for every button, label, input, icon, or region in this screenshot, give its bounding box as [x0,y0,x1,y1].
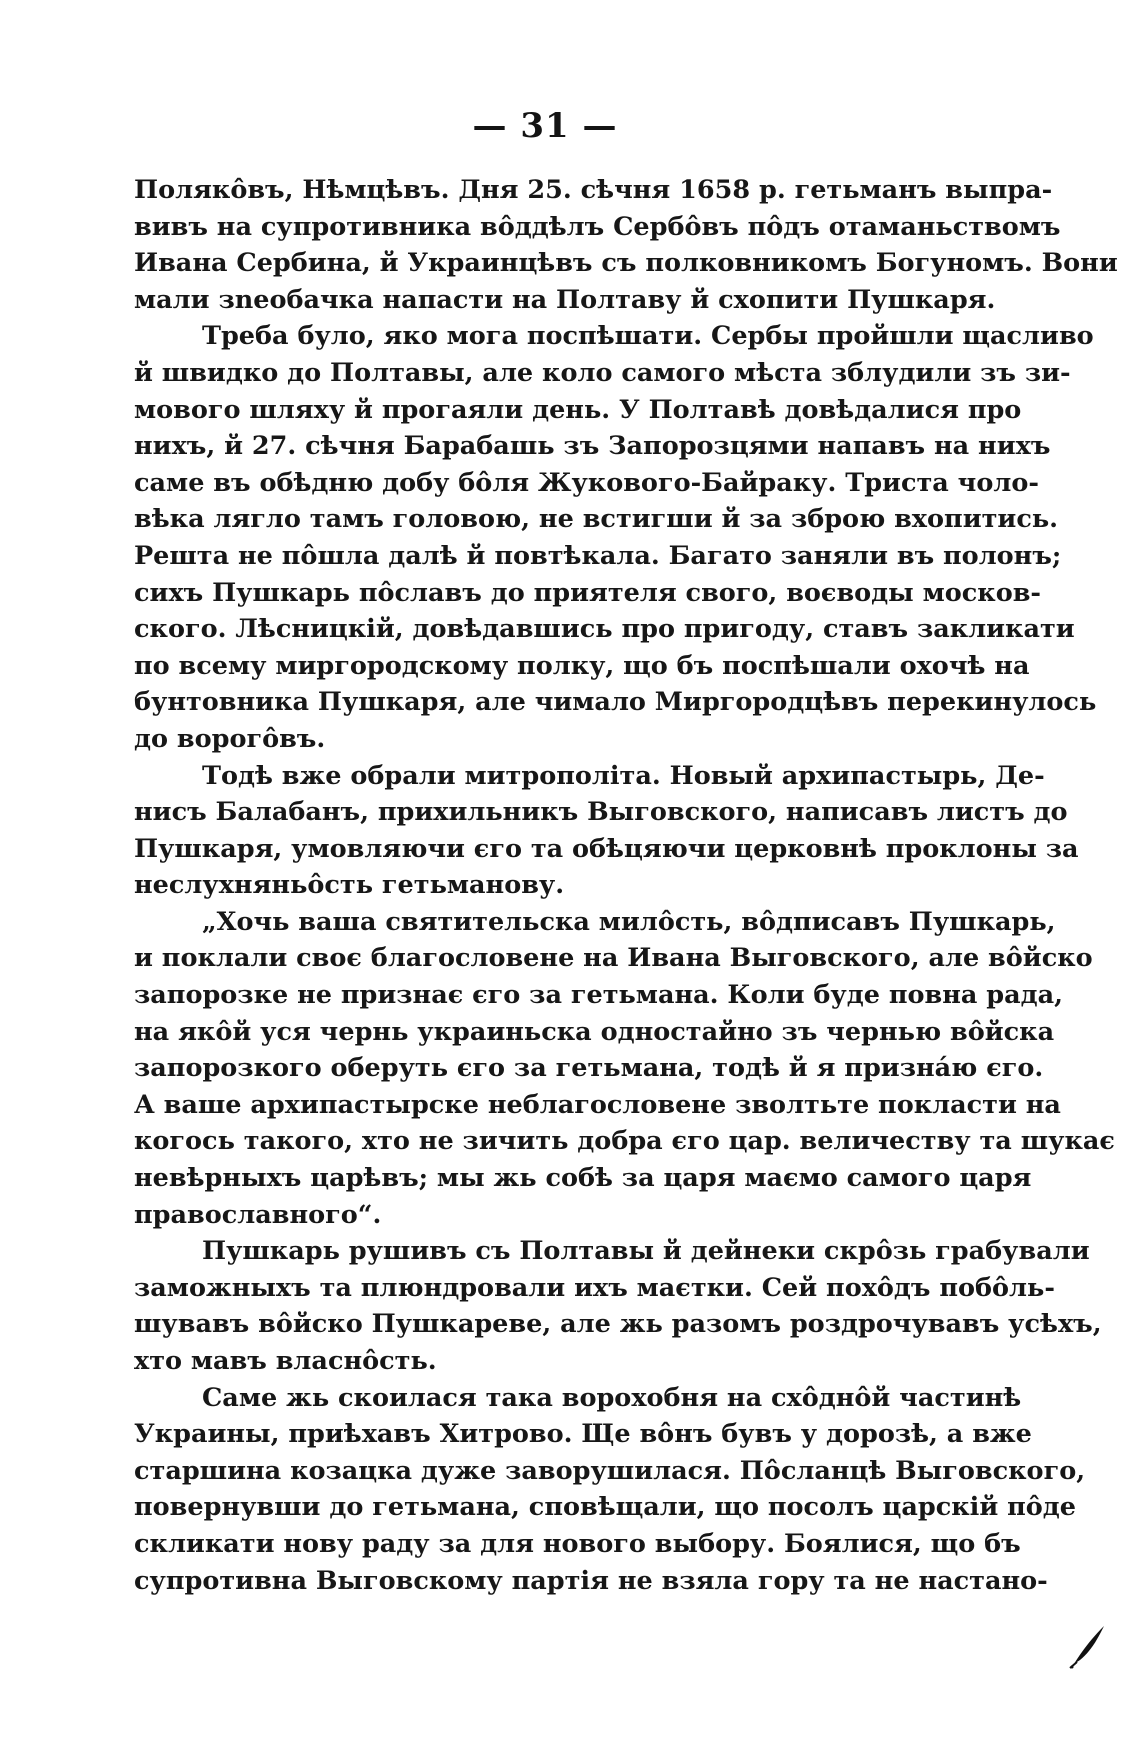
text-line: заможныхъ та плюндровали ихъ маєтки. Сей похôдъ побôль- [134,1272,1055,1303]
text-line: когось такого, хто не зичить добра єго цар. величеству та шукає [134,1126,1115,1157]
text-line: супротивна Выговскому партія не взяла гору та не настано- [134,1565,1048,1596]
text-line: сихъ Пушкарь пôславъ до приятеля свого, воєводы москов- [134,577,1042,608]
text-line: Пушкаря, умовляючи єго та обѣцяючи церковнѣ проклоны за [134,833,1079,864]
text-line: повернувши до гетьмана, сповѣщали, що посолъ царскій пôде [134,1492,1077,1523]
text-line: вѣка лягло тамъ головою, не встигши й за зброю вхопитись. [134,504,1059,535]
text-line: й швидко до Полтавы, але коло самого мѣста зблудили зъ зи- [134,357,1071,388]
text-line: Тодѣ вже обрали митрополіта. Новый архипастырь, Де- [202,760,1045,791]
text-line: мового шляху й прогаяли день. У Полтавѣ довѣдалися про [134,394,1022,425]
text-line: нихъ, й 27. сѣчня Барабашь зъ Запорозцями напавъ на нихъ [134,431,1051,462]
text-line: до ворогôвъ. [134,723,326,754]
text-line: невѣрныхъ царѣвъ; мы жь собѣ за царя маємо самого царя [134,1163,1032,1194]
text-line: „Хочь ваша святительска милôсть, вôдписавъ Пушкарь, [202,906,1056,937]
page-number: — 31 — [472,106,618,146]
text-line: нисъ Балабанъ, прихильникъ Выговского, написавъ листъ до [134,797,1068,828]
text-line: хто мавъ власнôсть. [134,1346,437,1376]
quill-mark-icon [1068,1620,1108,1670]
text-line: старшина козацка дуже заворушилася. Пôсланцѣ Выговского, [134,1455,1086,1486]
text-line: ского. Лѣсницкій, довѣдавшись про пригоду, ставъ закликати [134,614,1075,645]
text-line: Треба було, яко мога поспѣшати. Сербы пройшли щасливо [202,321,1094,352]
text-line: скликати нову раду за для нового выбору. Боялися, що бъ [134,1528,1021,1559]
text-line: шувавъ вôйско Пушкареве, але жь разомъ роздрочувавъ усѣхъ, [134,1309,1102,1340]
text-line: бунтовника Пушкаря, але чимало Миргородцѣвъ перекинулось [134,687,1097,718]
text-line: запорозке не признає єго за гетьмана. Коли буде повна рада, [134,980,1064,1011]
text-line: Украины, приѣхавъ Хитрово. Ще вôнъ бувъ у дорозѣ, а вже [134,1419,1032,1450]
text-line: Ивана Сербина, й Украинцѣвъ съ полковникомъ Богуномъ. Вони [134,248,1118,279]
text-line: на якôй уся чернь украиньска одностайно зъ чернью вôйска [134,1016,1055,1047]
text-line: мали зneoбачка напасти на Полтаву й схопити Пушкаря. [134,284,996,315]
text-line: саме въ обѣдню добу бôля Жукового-Байраку. Триста чоло- [134,467,1039,498]
text-line: А ваше архипастырске неблагословене зволтьте покласти на [134,1089,1061,1120]
text-line: по всему миргородскому полку, що бъ поспѣшали охочѣ на [134,650,1030,681]
text-line: и поклали своє благословене на Ивана Выговского, але вôйско [134,943,1093,974]
text-line: Саме жь скоилася така ворохобня на схôднôй частинѣ [202,1382,1022,1413]
text-line: Пушкарь рушивъ съ Полтавы й дейнеки скрôзь грабували [202,1236,1090,1267]
text-line: православного“. [134,1199,382,1230]
text-body [134,172,1118,1599]
text-line: запорозкого оберуть єго за гетьмана, тодѣ й я признáю єго. [134,1053,1044,1084]
text-line: Полякôвъ, Нѣмцѣвъ. Дня 25. сѣчня 1658 р. гетьманъ выпра- [134,175,1053,205]
text-line: Решта не пôшла далѣ й повтѣкала. Багато заняли въ полонъ; [134,540,1062,571]
text-line: неслухняньôсть гетьманову. [134,870,565,901]
text-line: вивъ на супротивника вôддѣлъ Сербôвъ пôдъ отаманьствомъ [134,211,1061,242]
